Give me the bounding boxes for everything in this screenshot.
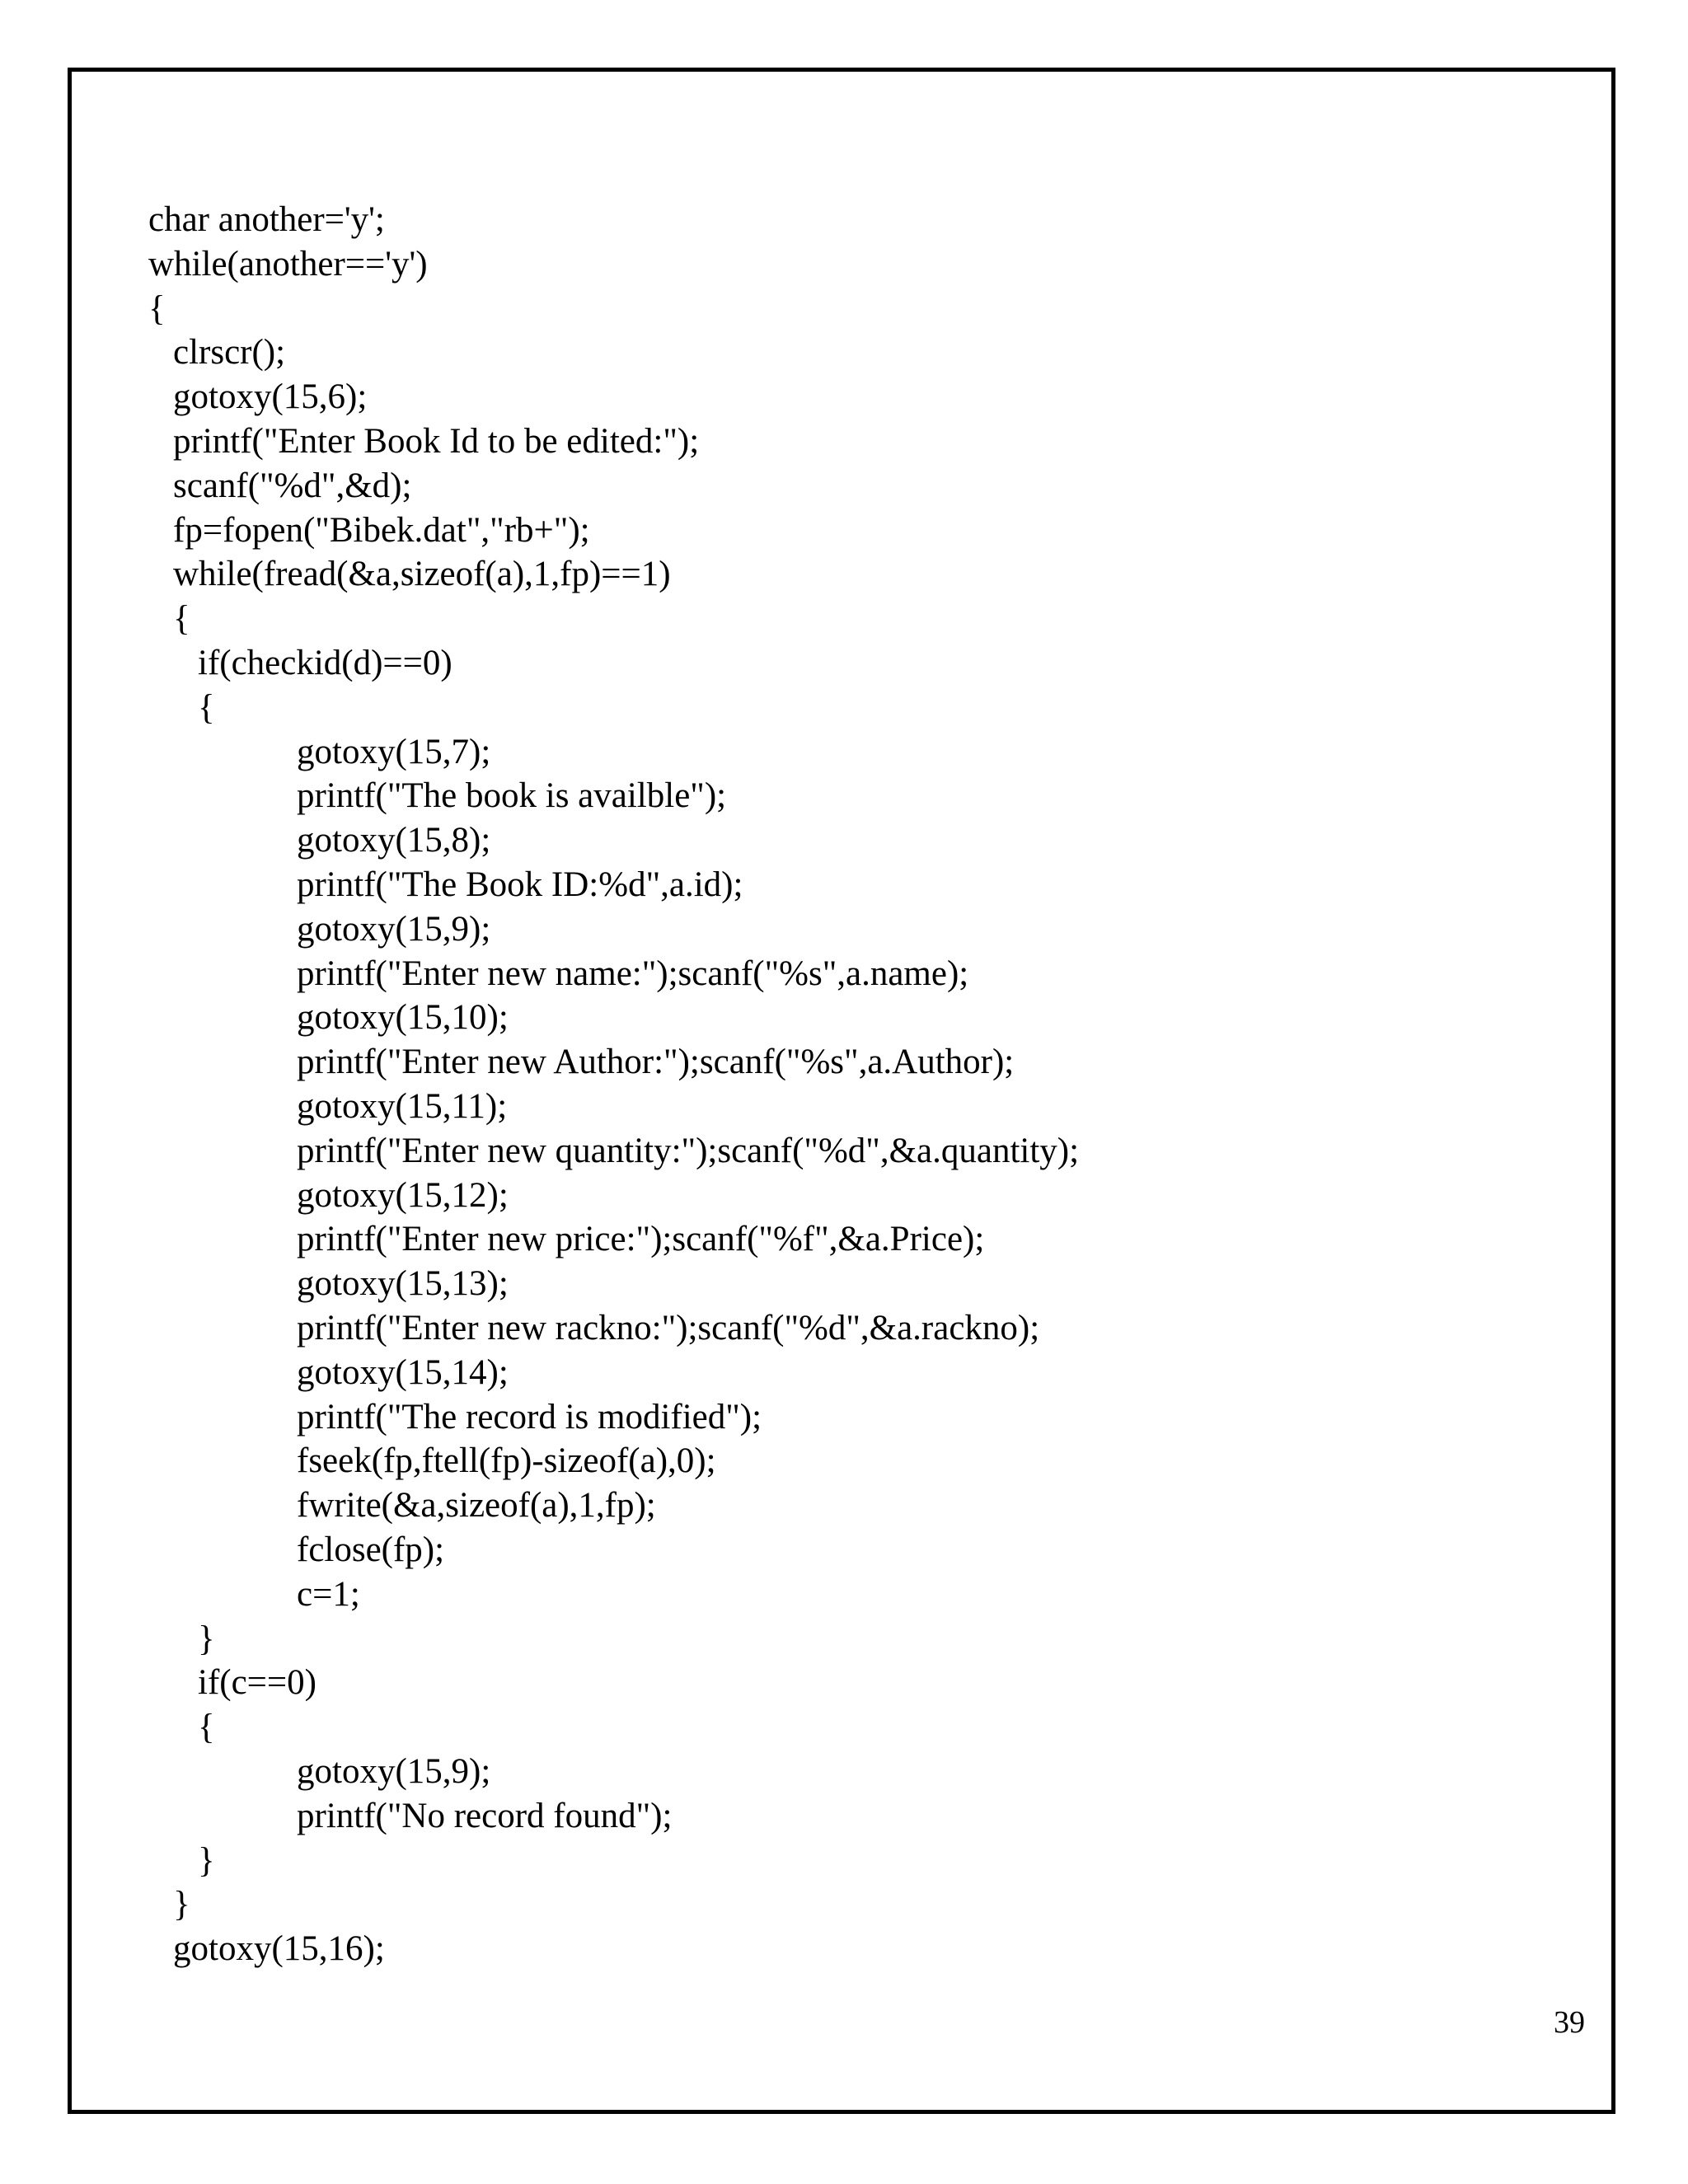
code-line: gotoxy(15,9); bbox=[297, 1752, 491, 1791]
code-line: if(c==0) bbox=[198, 1663, 316, 1703]
code-line: printf("Enter new Author:");scanf("%s",a.Author); bbox=[297, 1043, 1015, 1082]
code-line: printf("The book is availble"); bbox=[297, 776, 727, 816]
code-line: printf("Enter Book Id to be edited:"); bbox=[173, 422, 700, 461]
code-line: } bbox=[198, 1619, 215, 1658]
code-line: if(checkid(d)==0) bbox=[198, 644, 452, 682]
code-line: printf("Enter new quantity:");scanf("%d",&a.quantity); bbox=[297, 1131, 1080, 1170]
code-line: c=1; bbox=[297, 1574, 360, 1614]
code-line: while(another=='y') bbox=[148, 244, 428, 284]
code-line: gotoxy(15,14); bbox=[297, 1352, 509, 1392]
code-line: printf("Enter new rackno:");scanf("%d",&a.rackno); bbox=[297, 1309, 1040, 1347]
code-line: gotoxy(15,12); bbox=[297, 1175, 509, 1215]
code-line: while(fread(&a,sizeof(a),1,fp)==1) bbox=[173, 555, 671, 594]
code-line: printf("Enter new price:");scanf("%f",&a.Price); bbox=[297, 1220, 985, 1259]
code-line: gotoxy(15,11); bbox=[297, 1087, 508, 1126]
code-line: clrscr(); bbox=[173, 333, 286, 373]
code-line: fseek(fp,ftell(fp)-sizeof(a),0); bbox=[297, 1441, 716, 1481]
code-line: { bbox=[198, 687, 215, 727]
code-line: printf("The Book ID:%d",a.id); bbox=[297, 865, 743, 904]
code-line: gotoxy(15,9); bbox=[297, 909, 491, 949]
code-line: char another='y'; bbox=[148, 200, 385, 239]
code-line: { bbox=[173, 599, 190, 639]
code-line: fclose(fp); bbox=[297, 1530, 445, 1569]
code-line: gotoxy(15,13); bbox=[297, 1264, 509, 1304]
code-line: gotoxy(15,16); bbox=[173, 1929, 385, 1969]
page-number: 39 bbox=[1554, 2005, 1585, 2040]
code-line: printf("No record found"); bbox=[297, 1796, 673, 1835]
code-line: printf("Enter new name:");scanf("%s",a.name); bbox=[297, 954, 969, 993]
code-line: } bbox=[173, 1885, 190, 1924]
code-line: printf("The record is modified"); bbox=[297, 1397, 762, 1436]
code-line: { bbox=[198, 1708, 215, 1747]
code-line: gotoxy(15,8); bbox=[297, 821, 491, 860]
code-line: fwrite(&a,sizeof(a),1,fp); bbox=[297, 1486, 656, 1526]
code-line: } bbox=[198, 1840, 215, 1880]
code-line: gotoxy(15,10); bbox=[297, 998, 509, 1038]
code-line: fp=fopen("Bibek.dat","rb+"); bbox=[173, 510, 590, 550]
code-line: gotoxy(15,7); bbox=[297, 732, 491, 771]
code-line: scanf("%d",&d); bbox=[173, 466, 412, 505]
code-line: { bbox=[148, 288, 166, 328]
code-line: gotoxy(15,6); bbox=[173, 377, 368, 417]
